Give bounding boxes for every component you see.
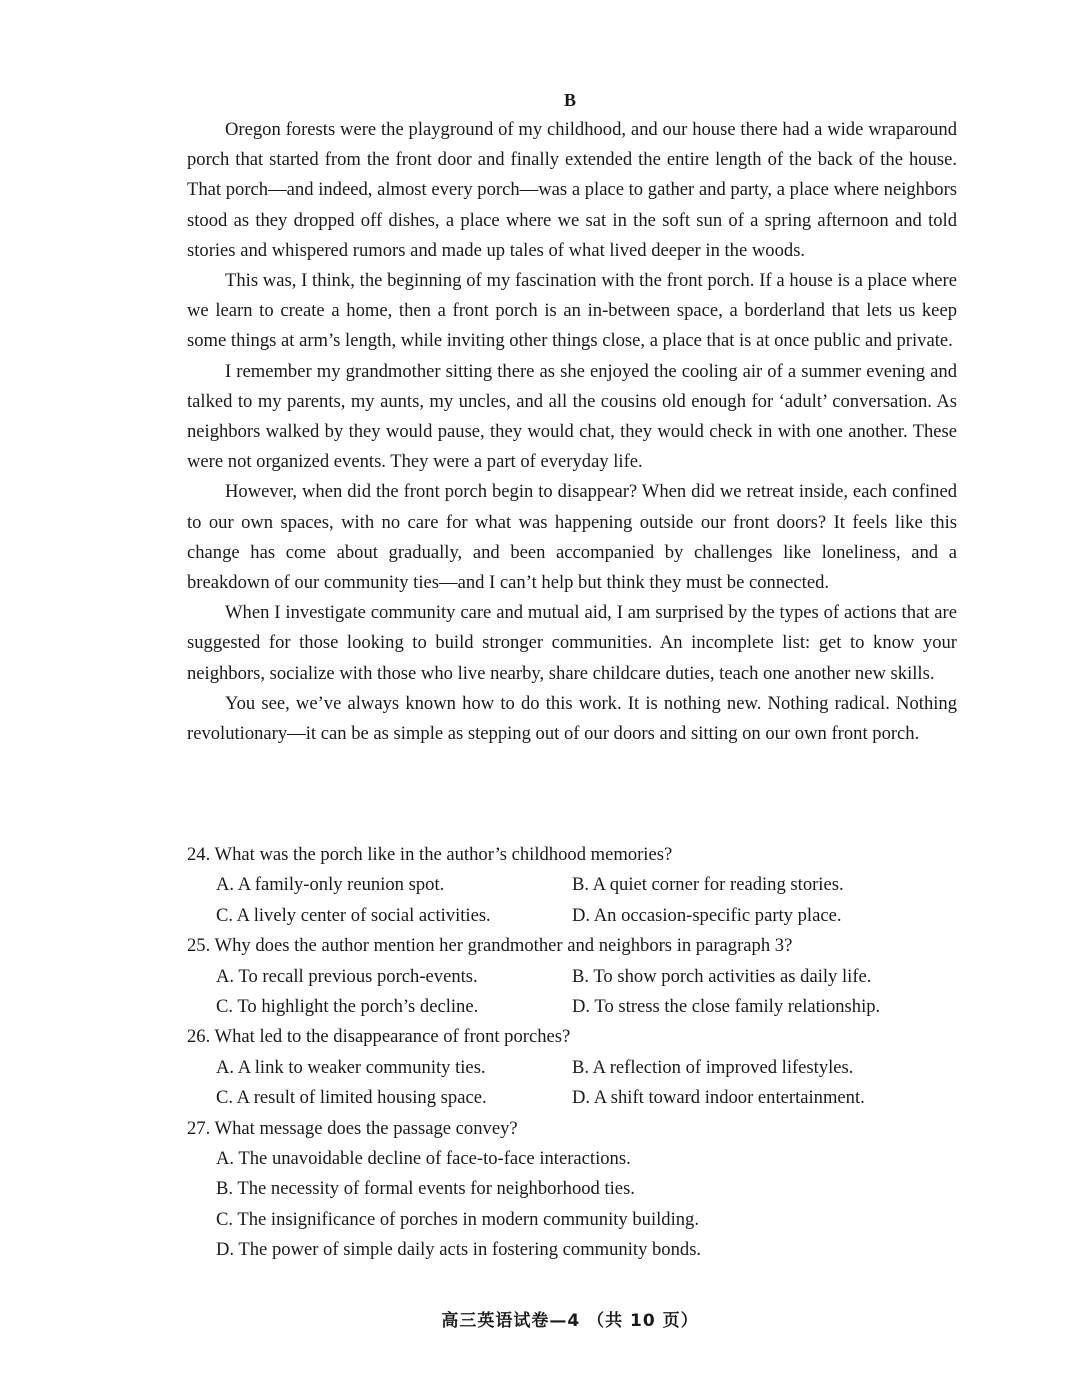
option-a: A. To recall previous porch-events. (216, 965, 478, 987)
option-d: D. An occasion-specific party place. (572, 904, 842, 926)
option-c: C. The insignificance of porches in modern community building. (216, 1208, 700, 1230)
question-stem: 27. What message does the passage convey? (187, 1117, 518, 1139)
passage-paragraph-6: You see, we’ve always known how to do this work. It is nothing new. Nothing radical. Nothing revolutionary—it can be as simple as stepping out of our doors and sitting on our own front porch. (187, 692, 957, 745)
question-25 (187, 931, 957, 1022)
question-stem: 25. Why does the author mention her grandmother and neighbors in paragraph 3? (187, 935, 793, 957)
question-26 (187, 1022, 957, 1113)
option-a: A. A link to weaker community ties. (216, 1056, 486, 1078)
passage-paragraph-4: However, when did the front porch begin to disappear? When did we retreat inside, each confined to our own spaces, with no care for what was happening outside our front doors? It feels like this change has come about gradually, and been accompanied by challenges like loneliness, and a breakdown of our community ties—and I can’t help but think they must be connected. (187, 481, 957, 594)
option-c: C. To highlight the porch’s decline. (216, 996, 479, 1018)
passage-paragraph-5: When I investigate community care and mutual aid, I am surprised by the types of actions that are suggested for those looking to build stronger communities. An incomplete list: get to know your neighbors, socialize with those who live nearby, share childcare duties, teach one another new skills. (187, 602, 957, 684)
option-c: C. A result of limited housing space. (216, 1087, 487, 1109)
option-a: A. A family-only reunion spot. (216, 874, 445, 896)
question-stem: 24. What was the porch like in the author’s childhood memories? (187, 844, 673, 865)
options-grid (187, 1053, 957, 1114)
passage-paragraph-2: This was, I think, the beginning of my fascination with the front porch. If a house is a place where we learn to create a home, then a front porch is an in-between space, a borderland that lets us keep some things at arm’s length, while inviting other things close, a place that is at once public and private. (187, 270, 957, 352)
passage-paragraph-1: Oregon forests were the playground of my childhood, and our house there had a wide wraparound porch that started from the front door and finally extended the entire length of the back of the house. That porch—and indeed, almost every porch—was a place to gather and party, a place where neighbors stood as they dropped off dishes, a place where we sat in the soft sun of a spring afternoon and told stories and whispered rumors and made up tales of what lived deeper in the woods. (187, 119, 957, 261)
question-list (187, 840, 957, 1266)
options-list (187, 1144, 957, 1266)
option-b: B. The necessity of formal events for neighborhood ties. (216, 1178, 635, 1200)
option-d: D. To stress the close family relationship. (572, 996, 881, 1018)
option-d: D. The power of simple daily acts in fostering community bonds. (216, 1239, 702, 1261)
question-24 (187, 840, 957, 931)
question-stem: 26. What led to the disappearance of front porches? (187, 1026, 571, 1048)
option-d: D. A shift toward indoor entertainment. (572, 1087, 865, 1109)
option-c: C. A lively center of social activities. (216, 904, 491, 926)
passage-paragraph-3: I remember my grandmother sitting there as she enjoyed the cooling air of a summer evening and talked to my parents, my aunts, my uncles, and all the cousins old enough for ‘adult’ conversation. As neighbors walked by they would pause, they would chat, they would check in with one another. These were not organized events. They were a part of everyday life. (187, 360, 957, 473)
section-title: B (563, 90, 576, 110)
options-grid (187, 962, 957, 1023)
page-footer: 高三英语试卷—4 （共 10 页） (441, 1311, 699, 1331)
option-b: B. To show porch activities as daily life. (572, 965, 872, 987)
question-27 (187, 1114, 957, 1266)
option-b: B. A reflection of improved lifestyles. (572, 1056, 854, 1078)
option-b: B. A quiet corner for reading stories. (572, 874, 844, 896)
reading-passage (187, 115, 957, 749)
options-grid (187, 870, 957, 931)
option-a: A. The unavoidable decline of face-to-face interactions. (216, 1148, 631, 1170)
